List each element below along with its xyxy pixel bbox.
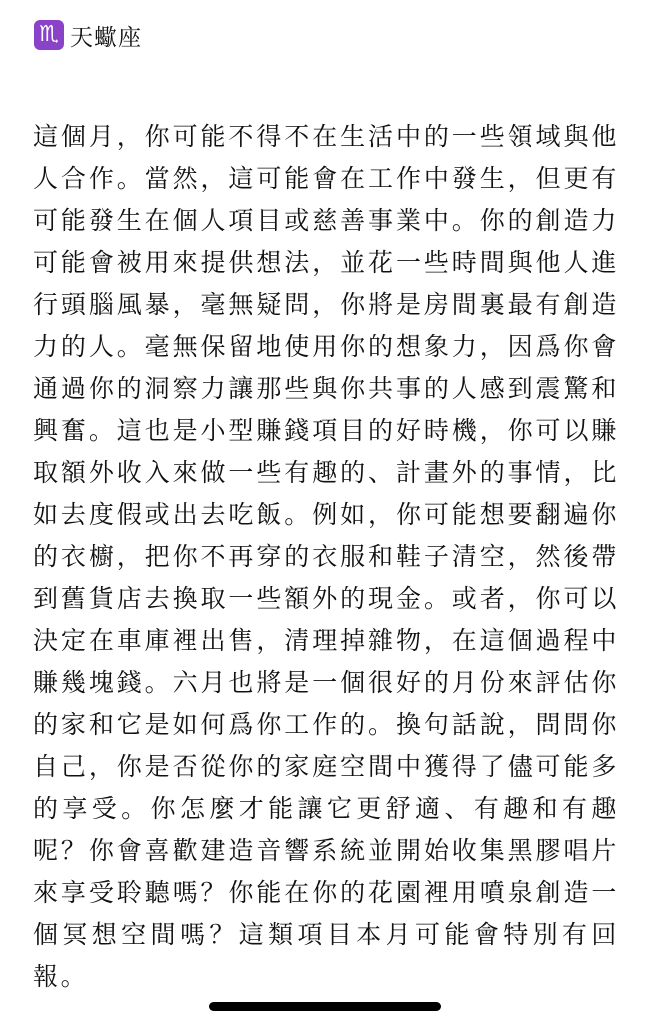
sign-title: 天蠍座 [70,24,142,51]
horoscope-text: 這個月，你可能不得不在生活中的一些領域與他人合作。當然，這可能會在工作中發生，但更有可能發生在個人項目或慈善事業中。你的創造力可能會被用來提供想法，並花一些時間與他人進行頭腦風暴，毫無疑問，你將是房間裏最有創造力的人。毫無保留地使用你的想象力，因爲你會通過你的洞察力讓那些與你共事的人感到震驚和興奮。這也是小型賺錢項目的好時機，你可以賺取額外收入來做一些有趣的、計畫外的事情，比如去度假或出去吃飯。例如，你可能想要翻遍你的衣櫥，把你不再穿的衣服和鞋子清空，然後帶到舊貨店去換取一些額外的現金。或者，你可以決定在車庫裡出售，清理掉雜物，在這個過程中賺幾塊錢。六月也將是一個很好的月份來評估你的家和它是如何爲你工作的。換句話說，問問你自己，你是否從你的家庭空間中獲得了儘可能多的享受。你怎麼才能讓它更舒適、有趣和有趣呢？你會喜歡建造音響系統並開始收集黑膠唱片來享受聆聽嗎？你能在你的花園裡用噴泉創造一個冥想空間嗎？這類項目本月可能會特別有回報。 [33,122,619,991]
header [34,18,142,52]
scorpio-icon: ♏ [34,20,64,50]
home-indicator[interactable] [209,1002,441,1011]
